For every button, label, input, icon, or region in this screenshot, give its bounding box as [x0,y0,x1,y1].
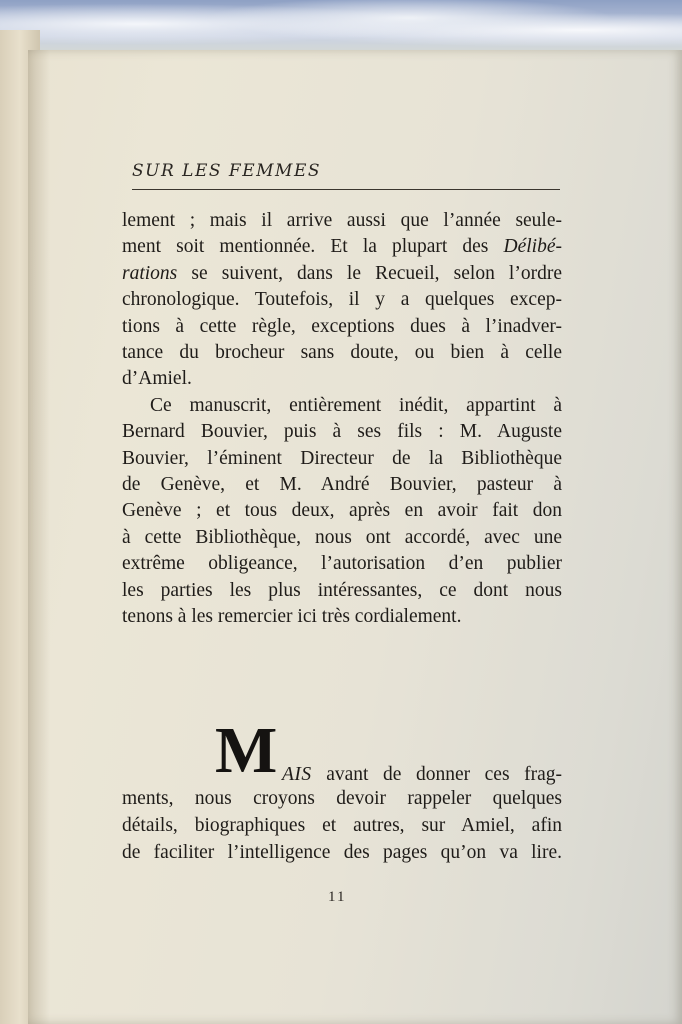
text-line: Genève ; et tous deux, après en avoir fait don [122,500,562,522]
text-line: tance du brocheur sans doute, ou bien à celle [122,342,562,364]
page-number: 11 [328,889,347,905]
text-line: lement ; mais il arrive aussi que l’année seule- [122,210,562,231]
text-line: de faciliter l’intelligence des pages qu’on va lire. [122,841,562,863]
section-opening [122,714,562,866]
text-line: extrême obligeance, l’autorisation d’en publier [122,553,562,575]
drop-cap-line [122,714,562,787]
text-line: chronologique. Toutefois, il y a quelques excep- [122,289,562,311]
running-head-rule [132,189,560,190]
text-line: AIS avant de donner ces frag- [282,764,562,785]
body-text [122,208,562,631]
text-line: les parties les plus intéressantes, ce dont nous [122,579,562,601]
text-line: tenons à les remercier ici très cordialement. [122,606,462,628]
text-line: Bernard Bouvier, puis à ses fils : M. Auguste [122,421,562,443]
text-line: tions à cette règle, exceptions dues à l’inadver- [122,315,562,337]
text-line: rations se suivent, dans le Recueil, selon l’ordre [122,262,562,284]
text-line: de Genève, et M. André Bouvier, pasteur à [122,474,562,496]
drop-cap: M [215,714,278,787]
page-gutter-shadow [28,50,50,1024]
running-head: SUR LES FEMMES [132,161,321,181]
text-line: Bouvier, l’éminent Directeur de la Bibliothèque [122,447,562,469]
book-page [28,50,682,1024]
text-line: ment soit mentionnée. Et la plupart des Délibé- [122,236,562,258]
text-line: d’Amiel. [122,368,192,390]
text-line: ments, nous croyons devoir rappeler quelques [122,788,562,809]
text-line: Ce manuscrit, entièrement inédit, appartint à [150,394,562,416]
text-line: à cette Bibliothèque, nous ont accordé, avec une [122,526,562,548]
text-line: détails, biographiques et autres, sur Amiel, afin [122,814,562,836]
